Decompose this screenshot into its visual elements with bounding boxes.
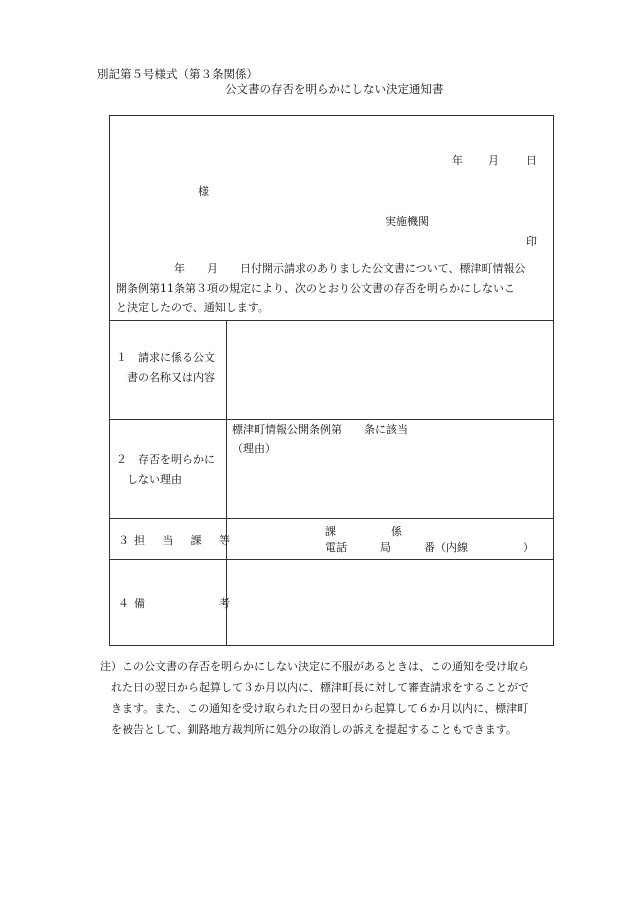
- agency-label: 実施機関: [385, 215, 429, 228]
- label-char: 等: [218, 534, 230, 547]
- phone-field: 電話 局 番（内線 ）: [325, 541, 534, 554]
- row2-content: [232, 420, 542, 458]
- row2-label: [116, 450, 226, 490]
- label-line: 書の名称又は内容: [116, 371, 215, 384]
- divider: [110, 518, 553, 519]
- row4-label: [118, 595, 230, 611]
- content-line: 標津町情報公開条例第 条に該当: [232, 423, 408, 436]
- label-char: 考: [219, 597, 230, 610]
- label-char: 当: [162, 534, 174, 547]
- form-reference: 別記第５号様式（第３条関係）: [97, 67, 258, 81]
- notice-line: 開条例第11条第３項の規定により、次のとおり公文書の存否を明らかにしないこ: [116, 281, 515, 295]
- label-char: 課: [190, 534, 202, 547]
- date-month: 月: [488, 154, 499, 167]
- label-char: 担: [134, 534, 145, 547]
- label-text: [134, 595, 230, 611]
- label-line: １ 請求に係る公文: [116, 351, 215, 364]
- section-field: 課 係: [325, 525, 402, 538]
- row-number: ４: [118, 597, 129, 610]
- divider: [110, 320, 553, 321]
- row3-label: [118, 532, 230, 548]
- divider: [110, 559, 553, 560]
- form-table: [109, 115, 554, 646]
- notice-line: 年 月 日付開示請求のありました公文書について、標津町情報公: [174, 262, 526, 275]
- note-line: を被告として、釧路地方裁判所に処分の取消しの訴えを提起することもできます。: [100, 723, 517, 736]
- notice-line: と決定したので、通知します。: [116, 301, 269, 314]
- document-title: 公文書の存否を明らかにしない決定通知書: [225, 82, 444, 96]
- label-text: [134, 532, 230, 548]
- note-line: きます。また、この通知を受け取られた日の翌日から起算して６か月以内に、標津町: [100, 702, 529, 715]
- label-line: しない理由: [116, 473, 182, 486]
- notice-body: [116, 259, 548, 318]
- seal-mark: 印: [526, 235, 537, 248]
- row-number: ３: [118, 534, 129, 547]
- date-day: 日: [526, 154, 537, 167]
- date-year: 年: [452, 154, 463, 167]
- content-line: （理由）: [232, 442, 276, 455]
- label-char: 備: [134, 597, 145, 610]
- label-line: ２ 存否を明らかに: [116, 453, 215, 466]
- note-line: 注）この公文書の存否を明らかにしない決定に不服があるときは、この通知を受け取ら: [100, 660, 529, 673]
- addressee-suffix: 様: [198, 185, 209, 198]
- note-line: れた日の翌日から起算して３か月以内に、標津町長に対して審査請求をすることがで: [100, 681, 529, 694]
- row1-label: [116, 348, 226, 388]
- footnote: [100, 656, 560, 740]
